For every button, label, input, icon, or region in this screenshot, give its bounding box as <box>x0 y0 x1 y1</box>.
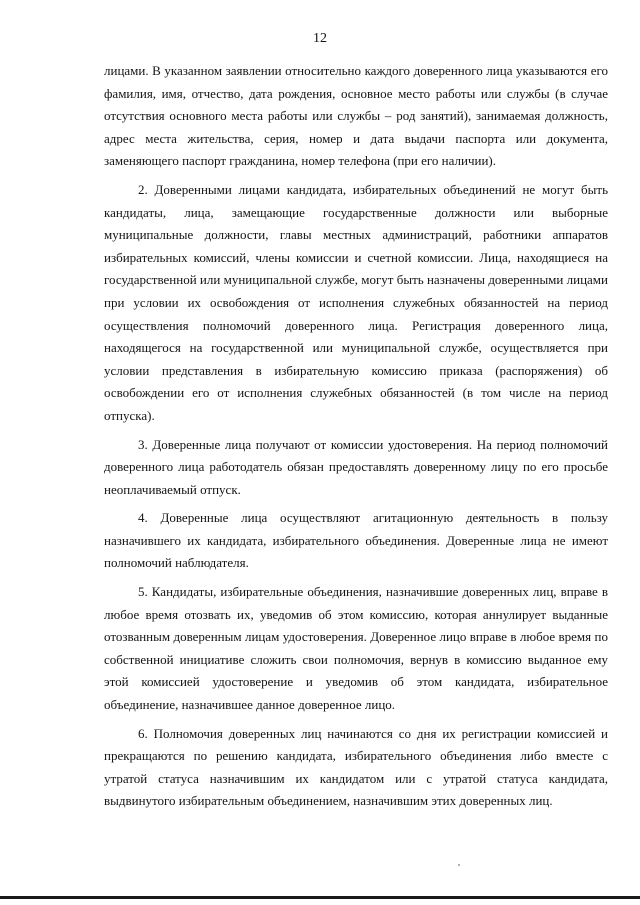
paragraph-5: 5. Кандидаты, избирательные объединения, назначившие доверенных лиц, вправе в любое время отозвать их, уведомив об этом комиссию, которая аннулирует выданные отозванным доверенным лицам удостоверения. Доверенное лицо вправе в любое время по собственной инициативе сложить свои полномочия, вернув в комиссию выданное ему этой комиссией удостоверение и уведомив об этом кандидата, избирательное объединение, назначившее данное доверенное лицо. <box>104 584 608 713</box>
scan-speck <box>458 864 460 866</box>
document-body <box>104 60 608 819</box>
bottom-scan-edge <box>0 896 640 899</box>
paragraph-2: 2. Доверенными лицами кандидата, избирательных объединений не могут быть кандидаты, лица, замещающие государственные должности или выборные муниципальные должности, главы местных администраций, работники аппаратов избирательных комиссий, члены комиссии и счетной комиссии. Лица, находящиеся на государственной или муниципальной службе, могут быть назначены доверенными лицами при условии их освобождения от исполнения служебных обязанностей на период осуществления полномочий доверенного лица. Регистрация доверенного лица, находящегося на государственной или муниципальной службе, осуществляется при условии представления в избирательную комиссию приказа (распоряжения) об освобождении его от исполнения служебных обязанностей (в том числе на период отпуска). <box>104 181 608 423</box>
paragraph-4: 4. Доверенные лица осуществляют агитационную деятельность в пользу назначившего их кандидата, избирательного объединения. Доверенные лица не имеют полномочий наблюдателя. <box>104 510 608 571</box>
paragraph-3: 3. Доверенные лица получают от комиссии удостоверения. На период полномочий доверенного лица работодатель обязан предоставлять доверенному лицу по его просьбе неоплачиваемый отпуск. <box>104 436 608 497</box>
page-number: 12 <box>313 31 327 46</box>
paragraph-continuation: лицами. В указанном заявлении относительно каждого доверенного лица указываются его фамилия, имя, отчество, дата рождения, основное место работы или службы (в случае отсутствия основного места работы или службы – род занятий), занимаемая должность, адрес места жительства, серия, номер и дата выдачи паспорта или документа, заменяющего паспорт гражданина, номер телефона (при его наличии). <box>104 63 608 169</box>
paragraph-6: 6. Полномочия доверенных лиц начинаются со дня их регистрации комиссией и прекращаются по решению кандидата, избирательного объединения либо вместе с утратой статуса назначившим их кандидатом или с утратой статуса кандидата, выдвинутого избирательным объединением, назначившим этих доверенных лиц. <box>104 725 608 809</box>
